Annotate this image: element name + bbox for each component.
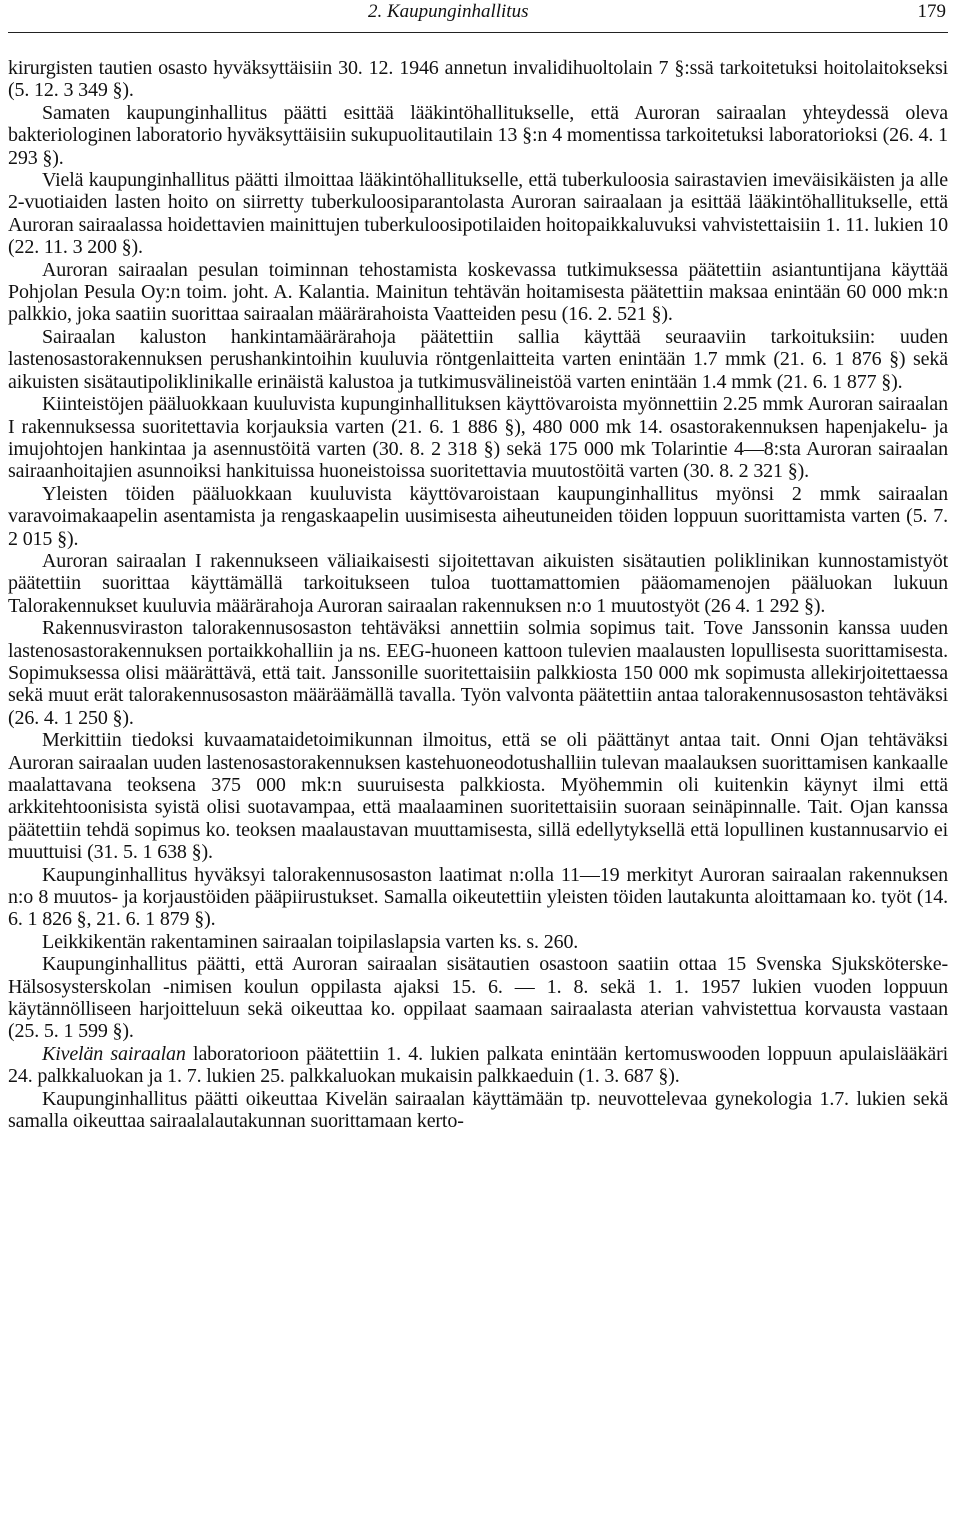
document-page bbox=[8, 0, 952, 1517]
paragraph bbox=[8, 1043, 948, 1088]
header-rule bbox=[8, 32, 948, 33]
paragraph: Kaupunginhallitus hyväksyi talorakennusosaston laatimat n:olla 11—19 merkityt Auroran sairaalan rakennuksen n:o 8 muutos- ja korjaustöiden pääpiirustukset. Samalla oikeutettiin yleisten töiden lautakunta aloittamaan ko. työt (14. 6. 1 826 §, 21. 6. 1 879 §). bbox=[8, 863, 948, 931]
running-header bbox=[8, 0, 952, 26]
paragraph: kirurgisten tautien osasto hyväksyttäisiin 30. 12. 1946 annetun invalidihuoltolain 7 §:ssä tarkoitetuksi hoitolaitokseksi (5. 12. 3 349 §). bbox=[8, 57, 948, 102]
paragraph: Kaupunginhallitus päätti, että Auroran sairaalan sisätautien osastoon saatiin ottaa 15 Svenska Sjuksköterske-Hälsosysterskolan -nimisen koulun oppilasta ajaksi 15. 6. — 1. 8. sekä 1. 1. 1957 lukien vuoden loppuun käytännölliseen harjoitteluun sekä oikeuttaa ko. oppilaat saamaan sairaalasta aterian vahvistettua korvausta vastaan (25. 5. 1 599 §). bbox=[8, 953, 948, 1043]
paragraph: Leikkikentän rakentaminen sairaalan toipilaslapsia varten ks. s. 260. bbox=[42, 930, 579, 953]
paragraph: Auroran sairaalan I rakennukseen väliaikaisesti sijoitettavan aikuisten sisätautien poliklinikan kunnostamistyöt päätettiin suorittaa käyttämällä tarkoitukseen tuloa tuottamattomien pääomamenojen pääluokan lukuun Talorakennukset kuuluvia määrärahoja Auroran sairaalan rakennuksen n:o 1 muutostyöt (26 4. 1 292 §). bbox=[8, 549, 948, 617]
paragraph: Yleisten töiden pääluokkaan kuuluvista käyttövaroistaan kaupunginhallitus myönsi 2 mmk sairaalan varavoimakaapelin asentamista ja rengaskaapelin uusimisesta aiheutuneiden töiden loppuun suorittamista varten (5. 7. 2 015 §). bbox=[8, 482, 948, 550]
paragraph-text: laboratorioon päätettiin 1. 4. lukien palkata enintään kertomuswooden loppuun apulaislääkäri 24. palkkaluokan ja 1. 7. lukien 25. palkkaluokan mukaisin palkkaeduin (1. 3. 687 §). bbox=[8, 1042, 948, 1088]
page-number: 179 bbox=[917, 1, 946, 22]
paragraph: Kaupunginhallitus päätti oikeuttaa Kivelän sairaalan käyttämään tp. neuvottelevaa gynekologia 1.7. lukien sekä samalla oikeuttaa sairaalalautakunnan suorittamaan kerto- bbox=[8, 1087, 948, 1133]
body-text bbox=[8, 57, 948, 1133]
paragraph: Merkittiin tiedoksi kuvaamataidetoimikunnan ilmoitus, että se oli päättänyt antaa tait. Onni Ojan tehtäväksi Auroran sairaalan uuden lastenosastorakennuksen kastehuoneodotushalliin tulevan maalauksen suorittamisen kankaalle maalattavana teoksena 375 000 mk:n suuruisesta palkkiosta. Myöhemmin oli kuitenkin käynyt ilmi että arkkitehtoonisista syistä olisi suotavampaa, että maalaaminen suoritettaisiin suoraan seinäpinnalle. Tait. Ojan kanssa päätettiin tehdä sopimus ko. teoksen maalaustavan muuttamisesta, sillä edellytyksellä että lopullinen kustannusarvio ei muuttuisi (31. 5. 1 638 §). bbox=[8, 729, 948, 864]
paragraph: Rakennusviraston talorakennusosaston tehtäväksi annettiin solmia sopimus tait. Tove Janssonin kanssa uuden lastenosastorakennuksen portaikkohalliin ja ns. EEG-huoneen kattoon tulevien maalausten lopullisesta suorittamisesta. Sopimuksessa olisi määrättävä, että tait. Janssonille suoritettaisiin palkkiosta 150 000 mk sopimusta allekirjoitettaessa sekä muut erät talorakennusosaston määräämällä tavalla. Työn valvonta päätettiin antaa talorakennusosaston tehtäväksi (26. 4. 1 250 §). bbox=[8, 617, 948, 729]
paragraph: Auroran sairaalan pesulan toiminnan tehostamista koskevassa tutkimuksessa päätettiin asiantuntijana käyttää Pohjolan Pesula Oy:n toim. joht. A. Kalantia. Mainitun tehtävän hoitamisesta päätettiin maksaa enintään 60 000 mk:n palkkio, joka saatiin suorittaa sairaalan määrärahoista Vaatteiden pesu (16. 2. 521 §). bbox=[8, 258, 948, 326]
chapter-title: 2. Kaupunginhallitus bbox=[368, 1, 529, 22]
paragraph: Sairaalan kaluston hankintamäärärahoja päätettiin sallia käyttää seuraaviin tarkoituksiin: uuden lastenosastorakennuksen perushankintoihin kuuluvia röntgenlaitteita varten enintään 1.7 mmk (21. 6. 1 876 §) sekä aikuisten sisätautipoliklinikalle erinäistä kalustoa ja tutkimusvälineistöä varten enintään 1.4 mmk (21. 6. 1 877 §). bbox=[8, 325, 948, 393]
paragraph: Vielä kaupunginhallitus päätti ilmoittaa lääkintöhallitukselle, että tuberkuloosia sairastavien imeväisikäisten ja alle 2-vuotiaiden lasten hoito on siirretty tuberkuloosiparantolasta Auroran sairaalaan ja esittää lääkintöhallitukselle, että Auroran sairaalassa hoidettavien mainittujen tuberkuloosipotilaiden hoitopaikkaluvuksi vahvistettaisiin 1. 11. lukien 10 (22. 11. 3 200 §). bbox=[8, 169, 948, 259]
paragraph: Samaten kaupunginhallitus päätti esittää lääkintöhallitukselle, että Auroran sairaalan yhteydessä oleva bakteriologinen laboratorio hyväksyttäisiin sukupuolitautilain 13 §:n 4 momentissa tarkoitetuksi laboratorioksi (26. 4. 1 293 §). bbox=[8, 101, 948, 169]
paragraph: Kiinteistöjen pääluokkaan kuuluvista kupunginhallituksen käyttövaroista myönnettiin 2.25 mmk Auroran sairaalan I rakennuksessa suoritettavia korjauksia varten (21. 6. 1 886 §), 480 000 mk 14. osastorakennuksen hapenjakelu- ja imujohtojen hankintaa ja asennustöitä varten (30. 8. 2 318 §) sekä 175 000 mk Tolarintie 4—8:sta Auroran sairaalan sairaanhoitajien asunnoiksi hankituissa huoneistoissa suoritettavia muutostöitä varten (30. 8. 2 321 §). bbox=[8, 393, 948, 483]
italic-lead: Kivelän sairaalan bbox=[42, 1042, 186, 1065]
